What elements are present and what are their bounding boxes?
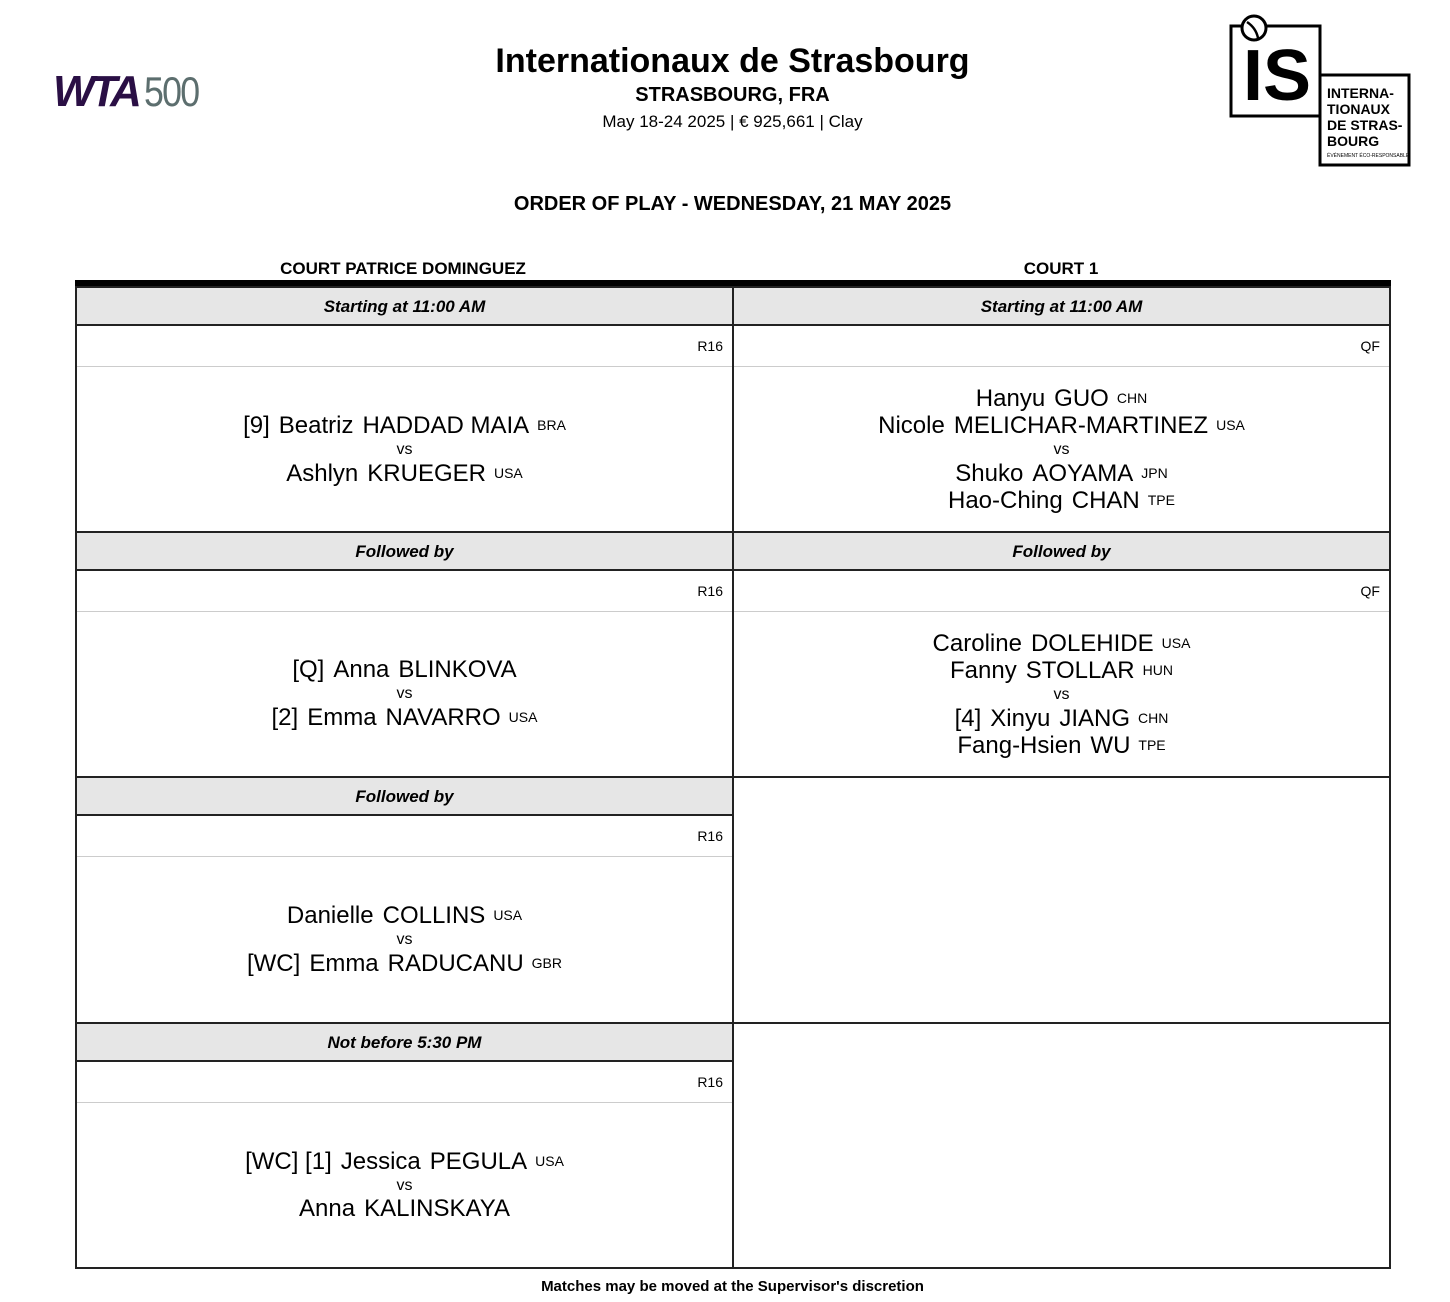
player-first-name: Beatriz bbox=[278, 411, 354, 439]
match-players bbox=[734, 367, 1389, 531]
match-slot bbox=[732, 531, 1391, 778]
player-first-name: Hao-Ching bbox=[948, 486, 1063, 514]
player-last-name: CHAN bbox=[1071, 486, 1140, 514]
player-first-name: Emma bbox=[309, 949, 379, 977]
player-line bbox=[878, 412, 1245, 439]
match-slot bbox=[732, 286, 1391, 533]
player-nationality: JPN bbox=[1141, 464, 1168, 481]
player-first-name: Hanyu bbox=[975, 384, 1046, 412]
vs-label: vs bbox=[396, 440, 413, 458]
slot-time: Starting at 11:00 AM bbox=[734, 288, 1389, 326]
player-entry: [4] bbox=[954, 704, 982, 732]
tournament-info: May 18-24 2025 | € 925,661 | Clay bbox=[602, 112, 863, 131]
slot-time: Followed by bbox=[77, 533, 732, 571]
empty-slot bbox=[732, 776, 1391, 1024]
match-slot bbox=[75, 1022, 734, 1269]
vs-label: vs bbox=[1053, 440, 1070, 458]
player-entry: [WC] bbox=[246, 949, 301, 977]
is-logo-tag: ÉVÉNEMENT ÉCO-RESPONSABLE bbox=[1327, 153, 1410, 159]
internationaux-strasbourg-logo bbox=[1228, 14, 1412, 168]
player-nationality: TPE bbox=[1147, 491, 1175, 508]
player-first-name: Caroline bbox=[932, 629, 1022, 657]
player-line bbox=[272, 704, 538, 731]
round-label: R16 bbox=[77, 571, 732, 612]
player-first-name: Fang-Hsien bbox=[957, 731, 1082, 759]
slot-time: Followed by bbox=[734, 533, 1389, 571]
is-logo-line-4: BOURG bbox=[1327, 133, 1380, 149]
is-logo-letters: IS bbox=[1243, 36, 1312, 116]
player-line bbox=[287, 902, 522, 929]
player-line bbox=[955, 705, 1169, 732]
player-last-name: MELICHAR-MARTINEZ bbox=[953, 411, 1209, 439]
player-first-name: Jessica bbox=[340, 1148, 421, 1175]
player-line bbox=[299, 1196, 510, 1222]
player-last-name: GUO bbox=[1054, 384, 1109, 412]
player-nationality: GBR bbox=[531, 954, 563, 971]
round-label: R16 bbox=[77, 816, 732, 857]
player-first-name: Shuko bbox=[955, 459, 1024, 487]
match-players bbox=[77, 367, 732, 531]
player-nationality: TPE bbox=[1138, 736, 1166, 753]
player-first-name: Anna bbox=[333, 656, 390, 683]
round-label: R16 bbox=[77, 1062, 732, 1103]
wta-logo-number: 500 bbox=[143, 68, 199, 115]
player-last-name: RADUCANU bbox=[387, 949, 524, 977]
player-last-name: KALINSKAYA bbox=[364, 1195, 510, 1222]
player-last-name: STOLLAR bbox=[1025, 656, 1135, 684]
tournament-title: Internationaux de Strasbourg bbox=[495, 42, 970, 80]
match-slot bbox=[75, 286, 734, 533]
player-first-name: Fanny bbox=[950, 656, 1017, 684]
player-nationality: USA bbox=[1216, 416, 1245, 433]
player-last-name: HADDAD MAIA bbox=[362, 411, 530, 439]
court-header-dominguez: COURT PATRICE DOMINGUEZ bbox=[280, 259, 526, 278]
player-line bbox=[955, 460, 1167, 487]
player-line bbox=[243, 412, 566, 439]
player-entry: [9] bbox=[243, 411, 270, 439]
slot-time: Followed by bbox=[77, 778, 732, 816]
player-last-name: COLLINS bbox=[382, 901, 486, 929]
player-line bbox=[245, 1148, 564, 1175]
slot-time: Starting at 11:00 AM bbox=[77, 288, 732, 326]
vs-label: vs bbox=[396, 685, 413, 702]
player-last-name: DOLEHIDE bbox=[1030, 629, 1154, 657]
player-last-name: BLINKOVA bbox=[398, 656, 517, 683]
match-players bbox=[77, 857, 732, 1021]
is-logo-line-2: TIONAUX bbox=[1327, 101, 1390, 117]
player-last-name: NAVARRO bbox=[385, 704, 501, 731]
player-nationality: USA bbox=[493, 906, 523, 923]
player-first-name: Anna bbox=[299, 1195, 356, 1222]
player-first-name: Danielle bbox=[286, 901, 374, 929]
vs-label: vs bbox=[1053, 685, 1070, 703]
player-first-name: Nicole bbox=[878, 411, 945, 439]
player-line bbox=[292, 657, 516, 683]
order-of-play-title: ORDER OF PLAY - WEDNESDAY, 21 MAY 2025 bbox=[513, 193, 952, 215]
round-label: R16 bbox=[77, 326, 732, 367]
wta-logo-letters: WTA bbox=[53, 67, 138, 116]
player-nationality: USA bbox=[535, 1153, 564, 1169]
player-nationality: USA bbox=[508, 709, 538, 725]
is-logo-line-3: DE STRAS- bbox=[1327, 117, 1403, 133]
player-first-name: Emma bbox=[307, 704, 377, 731]
player-line bbox=[247, 950, 562, 977]
player-line bbox=[286, 460, 523, 487]
slot-time: Not before 5:30 PM bbox=[77, 1024, 732, 1062]
match-players bbox=[734, 612, 1389, 776]
round-label: QF bbox=[734, 326, 1389, 367]
player-nationality: CHN bbox=[1138, 709, 1169, 726]
footer-note: Matches may be moved at the Supervisor's discretion bbox=[541, 1278, 924, 1295]
player-nationality: CHN bbox=[1116, 389, 1148, 406]
is-logo-line-1: INTERNA- bbox=[1327, 85, 1394, 101]
vs-label: vs bbox=[396, 1177, 413, 1194]
player-last-name: JIANG bbox=[1059, 704, 1131, 732]
court-header-court-1: COURT 1 bbox=[1023, 259, 1099, 278]
player-line bbox=[957, 732, 1165, 759]
player-nationality: HUN bbox=[1142, 661, 1173, 678]
player-line bbox=[948, 487, 1175, 514]
player-first-name: Ashlyn bbox=[286, 459, 359, 487]
vs-label: vs bbox=[396, 930, 413, 948]
player-entry: [WC] [1] bbox=[245, 1148, 332, 1175]
match-slot bbox=[75, 531, 734, 778]
player-last-name: WU bbox=[1090, 731, 1131, 759]
match-players bbox=[77, 1103, 732, 1267]
tournament-city: STRASBOURG, FRA bbox=[635, 84, 830, 106]
player-entry: [Q] bbox=[292, 656, 325, 683]
player-nationality: USA bbox=[493, 464, 523, 481]
match-players bbox=[77, 612, 732, 776]
match-slot bbox=[75, 776, 734, 1024]
player-nationality: USA bbox=[1161, 634, 1191, 651]
empty-slot bbox=[732, 1022, 1391, 1269]
player-last-name: PEGULA bbox=[429, 1148, 528, 1175]
player-line bbox=[976, 385, 1147, 412]
player-first-name: Xinyu bbox=[990, 704, 1051, 732]
player-nationality: BRA bbox=[537, 416, 566, 433]
player-last-name: KRUEGER bbox=[367, 459, 486, 487]
player-line bbox=[933, 630, 1191, 657]
player-last-name: AOYAMA bbox=[1032, 459, 1134, 487]
player-entry: [2] bbox=[271, 704, 299, 731]
player-line bbox=[950, 657, 1173, 684]
round-label: QF bbox=[734, 571, 1389, 612]
